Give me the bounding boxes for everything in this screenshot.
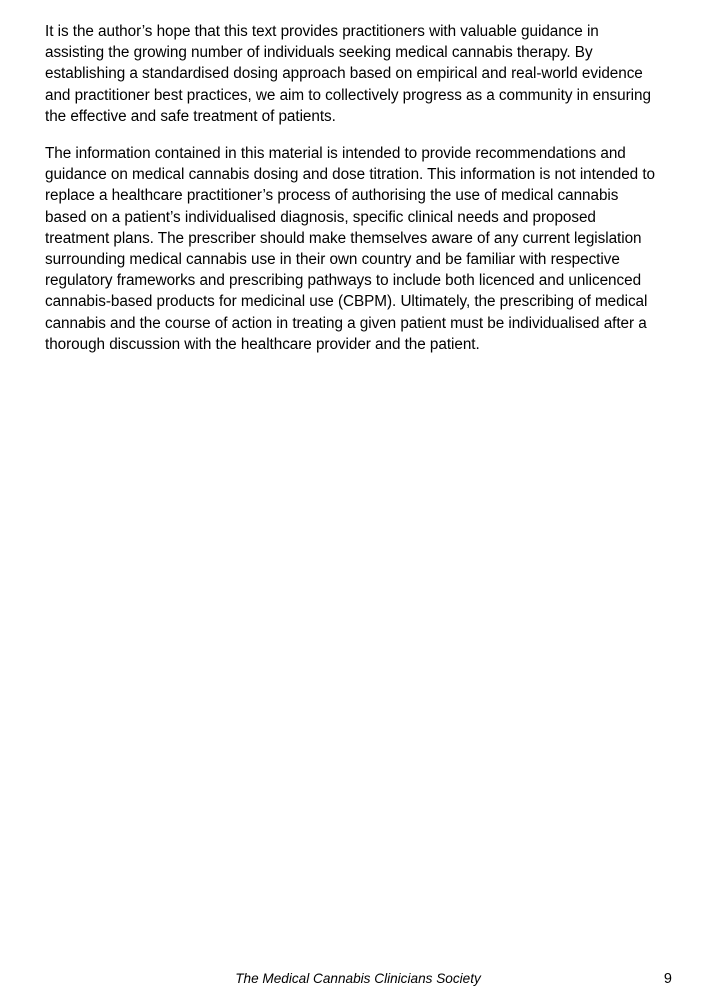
paragraph-disclaimer: The information contained in this material is intended to provide recommendations and guidance on medical cannabis dosing and dose titration. This information is not intended to replace a healthcare practitioner’s process of authorising the use of medical cannabis based on a patient’s individualised diagnosis, specific clinical needs and proposed treatment plans. The prescriber should make themselves aware of any current legislation surrounding medical cannabis use in their own country and be familiar with respective regulatory frameworks and prescribing pathways to include both licenced and unlicenced cannabis-based products for medicinal use (CBPM). Ultimately, the prescribing of medical cannabis and the course of action in treating a given patient must be individualised after a thorough discussion with the healthcare provider and the patient. bbox=[45, 145, 655, 353]
paragraph-author-hope: It is the author’s hope that this text provides practitioners with valuable guidance in assisting the growing number of individuals seeking medical cannabis therapy. By establishing a standardised dosing approach based on empirical and real-world evidence and practitioner best practices, we aim to collectively progress as a community in ensuring the effective and safe treatment of patients. bbox=[45, 23, 651, 125]
footer-title: The Medical Cannabis Clinicians Society bbox=[235, 971, 481, 986]
page-number: 9 bbox=[663, 971, 672, 987]
body-text bbox=[45, 21, 673, 355]
